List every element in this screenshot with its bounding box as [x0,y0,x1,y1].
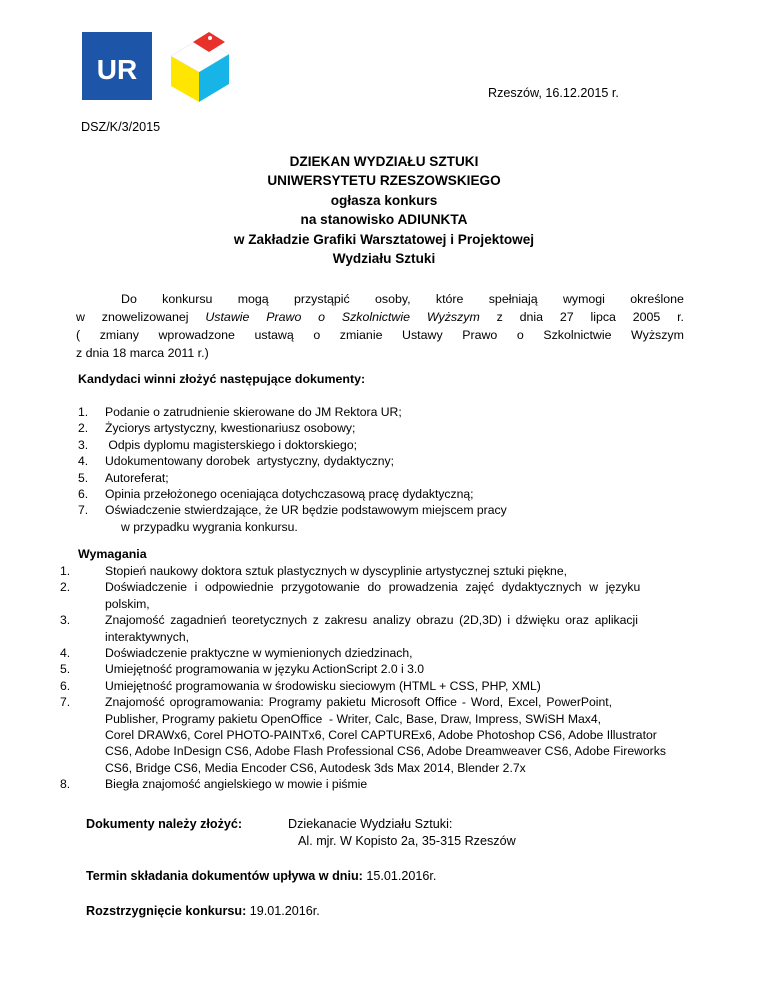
word: określone [630,292,684,306]
cube-tag-hole [208,36,212,40]
intro-line-3 [76,326,684,344]
result-date [86,904,320,918]
word: konkursu [162,292,213,306]
item-number: 2. [78,421,89,436]
word: osoby, [375,292,411,306]
item-text: polskim, [105,596,150,611]
submission-address-line-1: Dziekanacie Wydziału Sztuki: [288,817,453,831]
reference-number: DSZ/K/3/2015 [81,120,161,134]
item-text: Doświadczenie praktyczne w wymienionych dziedzinach, [105,646,413,661]
item-number: 5. [60,662,71,677]
list-item [60,678,686,694]
result-label: Rozstrzygnięcie konkursu: [86,904,247,918]
item-text: Corel DRAWx6, Corel PHOTO-PAINTx6, Corel CAPTUREx6, Adobe Photoshop CS6, Adobe Illustrator [105,728,657,743]
title-line: UNIWERSYTETU RZESZOWSKIEGO [267,173,501,189]
list-item [78,470,678,486]
list-item [78,404,678,420]
list-item [78,437,678,453]
item-text: Udokumentowany dorobek artystyczny, dydaktyczny; [105,454,395,469]
word: o [516,328,524,342]
word: dnia [519,310,544,324]
intro-line-1 [76,290,684,308]
item-continuation: w przypadku wygrania konkursu. [121,519,298,534]
item-text: Oświadczenie stwierdzające, że UR będzie podstawowym miejscem pracy [105,503,507,518]
item-text: Znajomość zagadnień teoretycznych z zakresu analizy obrazu (2D,3D) i dźwięku oraz aplikacji [105,613,638,628]
word: ustawą [254,328,294,342]
requirements-heading: Wymagania [78,547,147,561]
list-item [60,694,686,776]
list-item [60,776,686,792]
intro-line-2 [76,308,684,326]
item-number: 3. [78,437,89,452]
intro-paragraph [76,290,684,362]
word: zmianie [339,328,383,342]
item-number: 7. [60,695,71,710]
documents-list [78,404,678,535]
word: spełniają [488,292,538,306]
item-text: Umiejętność programowania w środowisku sieciowym (HTML + CSS, PHP, XML) [105,678,541,693]
word: Ustawy [402,328,443,342]
list-item [60,579,686,612]
requirements-list [60,563,686,793]
item-text: Publisher, Programy pakietu OpenOffice - Writer, Calc, Base, Draw, Impress, SWiSH Max4, [105,711,602,726]
item-number: 6. [60,678,71,693]
item-text: CS6, Adobe InDesign CS6, Adobe Flash Professional CS6, Adobe Dreamweaver CS6, Adobe Fireworks [105,744,666,759]
submission-label: Dokumenty należy złożyć: [86,817,243,831]
item-text: Znajomość oprogramowania: Programy pakietu Microsoft Office - Word, Excel, PowerPoint, [105,695,613,710]
word: zmiany [99,328,139,342]
item-number: 1. [78,405,89,419]
item-text: Biegła znajomość angielskiego w mowie i piśmie [105,777,368,792]
word: Do [121,292,137,306]
item-number: 6. [78,487,89,502]
word: przystąpić [293,292,350,306]
intro-line-4: z dnia 18 marca 2011 r.) [76,346,209,360]
title-line: na stanowisko ADIUNKTA [300,212,468,228]
item-number: 7. [78,503,89,518]
item-text: Odpis dyplomu magisterskiego i doktorskiego; [105,437,357,452]
word: Wyższym [631,328,684,342]
list-item [60,612,686,645]
deadline-label: Termin składania dokumentów upływa w dniu: [86,869,363,883]
title-line: ogłasza konkurs [330,192,438,208]
item-text: Stopień naukowy doktora sztuk plastycznych w dyscyplinie artystycznej sztuki piękne, [105,564,567,578]
item-text: Umiejętność programowania w języku ActionScript 2.0 i 3.0 [105,662,425,677]
word: o [318,310,326,324]
deadline [86,869,436,883]
item-number: 4. [78,454,89,469]
university-logo [82,32,152,100]
deadline-value: 15.01.2016r. [362,869,437,883]
item-number: 3. [60,613,71,628]
list-item [60,661,686,677]
word: Wyższym [426,310,480,324]
item-number: 4. [60,646,71,661]
word: Prawo [266,310,302,324]
word: znowelizowanej [101,310,189,324]
word: które [435,292,464,306]
item-number: 8. [60,777,71,792]
word: Prawo [462,328,498,342]
item-text: Doświadczenie i odpowiednie przygotowanie do prowadzenia zajęć dydaktycznych w języku [105,580,641,595]
item-text: Życiorys artystyczny, kwestionariusz osobowy; [105,421,356,436]
list-item [78,502,678,518]
logo-text: UR [96,54,138,85]
title-line: Wydziału Sztuki [332,251,436,267]
word: ( [76,328,81,342]
announcement-title [0,152,768,268]
item-number: 1. [60,564,71,578]
word: Szkolnictwie [341,310,411,324]
submission-address-line-2: Al. mjr. W Kopisto 2a, 35-315 Rzeszów [298,834,516,848]
word: r. [677,310,684,324]
item-text: CS6, Bridge CS6, Media Encoder CS6, Autodesk 3ds Max 2014, Blender 2.7x [105,760,526,775]
word: mogą [237,292,269,306]
word: w [76,310,85,324]
word: Szkolnictwie [543,328,612,342]
faculty-cube-logo [163,28,235,102]
list-item [60,645,686,661]
document-date: Rzeszów, 16.12.2015 r. [488,86,619,100]
list-item [78,420,678,436]
word: Ustawie [205,310,250,324]
item-text: interaktywnych, [105,629,189,644]
list-item [60,563,686,579]
word: lipca [590,310,616,324]
documents-heading: Kandydaci winni złożyć następujące dokumenty: [78,372,366,386]
title-line: DZIEKAN WYDZIAŁU SZTUKI [289,154,479,169]
item-text: Autoreferat; [105,470,169,485]
title-line: w Zakładzie Grafiki Warsztatowej i Projektowej [233,231,535,247]
list-item [78,453,678,469]
word: wymogi [562,292,605,306]
item-text: Podanie o zatrudnienie skierowane do JM Rektora UR; [105,405,402,419]
word: 2005 [632,310,661,324]
word: o [313,328,321,342]
item-number: 2. [60,580,71,595]
word: wprowadzone [158,328,235,342]
word: z [496,310,503,324]
list-item [78,486,678,502]
item-number: 5. [78,470,89,485]
result-value: 19.01.2016r. [246,904,320,918]
word: 27 [559,310,574,324]
item-text: Opinia przełożonego oceniająca dotychczasową pracę dydaktyczną; [105,487,474,502]
